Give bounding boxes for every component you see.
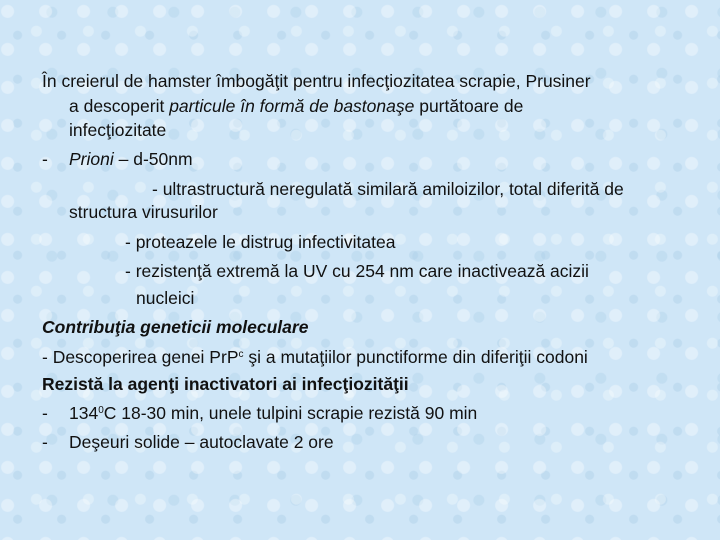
bullet-dash: - bbox=[42, 149, 48, 169]
text: - Descoperirea genei Pr bbox=[42, 347, 227, 367]
protease-line bbox=[125, 231, 395, 253]
paragraph-prusiner-line-1 bbox=[42, 70, 591, 92]
text: - rezistenţă extremă la UV cu 254 nm care inactivează acizii bbox=[125, 261, 589, 281]
superscript: 0 bbox=[98, 405, 104, 416]
text: - proteazele le distrug infectivitatea bbox=[125, 232, 396, 252]
heading-text: Rezistă la agenţi inactivatori ai infecţiozităţii bbox=[42, 374, 409, 394]
paragraph-prusiner-line-3 bbox=[69, 119, 166, 141]
prions-term: Prioni bbox=[69, 149, 114, 169]
italic-text: particule în formă de bastonaşe bbox=[169, 96, 415, 116]
text: purtătoare de bbox=[414, 96, 524, 116]
text: P bbox=[226, 347, 239, 367]
text: - ultrastructură neregulată similară amiloizilor, total diferită de bbox=[152, 179, 624, 199]
text: nucleici bbox=[136, 288, 195, 308]
gene-discovery-line bbox=[42, 346, 588, 368]
paragraph-prusiner-line-2 bbox=[69, 95, 523, 117]
ultrastructure-line-1 bbox=[152, 178, 624, 200]
heading-inactivators bbox=[42, 373, 409, 395]
bullet-dash: - bbox=[42, 403, 48, 423]
prions-size: – d-50nm bbox=[113, 149, 193, 169]
text: structura virusurilor bbox=[69, 202, 218, 222]
heading-molecular-genetics bbox=[42, 316, 308, 338]
heading-text: Contribuţia geneticii moleculare bbox=[42, 317, 309, 337]
superscript: c bbox=[238, 349, 244, 360]
text: În creierul de hamster îmbogăţit pentru infecţiozitatea scrapie, Prusiner bbox=[42, 71, 591, 91]
text: C 18-30 min, unele tulpini scrapie rezistă 90 min bbox=[103, 403, 478, 423]
text: infecţiozitate bbox=[69, 120, 167, 140]
text: Deşeuri solide – autoclavate 2 ore bbox=[69, 432, 334, 452]
ultrastructure-line-2 bbox=[69, 201, 218, 223]
bullet-dash: - bbox=[42, 432, 48, 452]
text: şi a mutaţiilor punctiforme din diferiţii codoni bbox=[243, 347, 588, 367]
text: 134 bbox=[69, 403, 99, 423]
text: a descoperit bbox=[69, 96, 170, 116]
uv-resistance-line-1 bbox=[125, 260, 589, 282]
uv-resistance-line-2 bbox=[136, 287, 194, 309]
